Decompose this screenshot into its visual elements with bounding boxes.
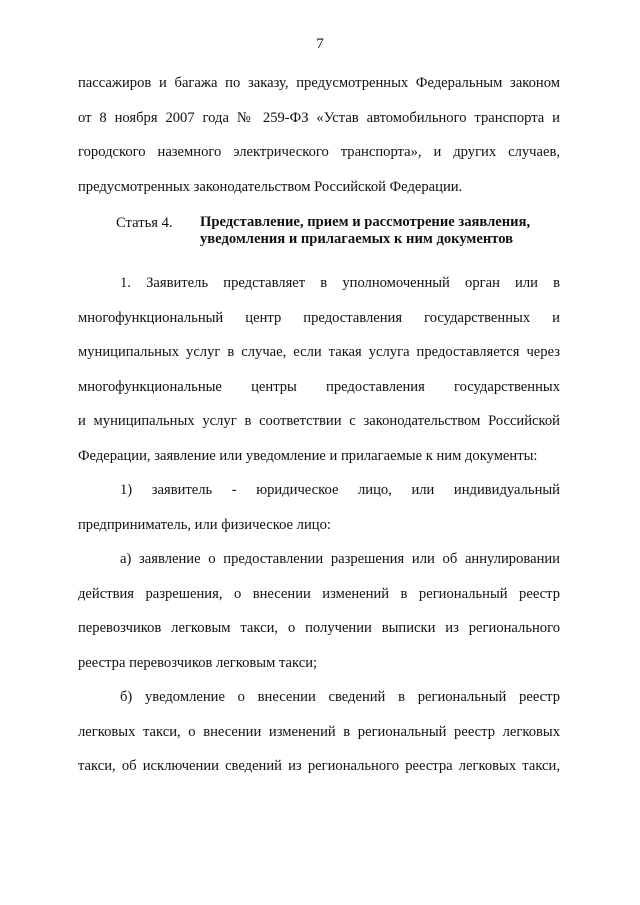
paragraph-subitem-a (78, 542, 560, 680)
text-line: б) уведомление о внесении сведений в региональный реестр (120, 689, 560, 705)
text-line: предусмотренных законодательством Российской Федерации. (78, 178, 463, 195)
text-line: перевозчиков легковым такси, о получении выписки из регионального (78, 620, 560, 636)
text-line: Федерации, заявление или уведомление и прилагаемые к ним документы: (78, 447, 538, 464)
page-number: 7 (316, 36, 324, 52)
text-line: пассажиров и багажа по заказу, предусмотренных Федеральным законом (78, 75, 560, 91)
paragraph-subitem-b (78, 680, 560, 784)
text-line: легковых такси, о внесении изменений в региональный реестр легковых (78, 723, 560, 740)
article-label: Статья 4. (116, 215, 173, 231)
text-line: 1. Заявитель представляет в уполномоченный орган или в (120, 275, 560, 291)
article-title-line: уведомления и прилагаемых к ним документов (200, 231, 514, 247)
text-line: многофункциональный центр предоставления государственных и (78, 309, 560, 326)
article-title-line: Представление, прием и рассмотрение заявления, (200, 214, 531, 230)
text-line: многофункциональные центры предоставления государственных (78, 378, 560, 395)
paragraph-subitem-1 (78, 473, 560, 542)
text-line: реестра перевозчиков легковым такси; (78, 654, 318, 671)
text-line: 1) заявитель - юридическое лицо, или индивидуальный (120, 482, 560, 498)
text-line: а) заявление о предоставлении разрешения или об аннулировании (120, 551, 560, 567)
paragraph-continuation (78, 66, 560, 204)
text-line: действия разрешения, о внесении изменений в региональный реестр (78, 585, 560, 602)
article-heading (78, 208, 560, 260)
text-line: и муниципальных услуг в соответствии с законодательством Российской (78, 413, 560, 429)
paragraph-item-1 (78, 266, 560, 473)
text-line: муниципальных услуг в случае, если такая услуга предоставляется через (78, 344, 560, 360)
text-line: такси, об исключении сведений из регионального реестра легковых такси, (78, 758, 560, 774)
text-line: от 8 ноября 2007 года № 259-ФЗ «Устав автомобильного транспорта и (78, 109, 560, 126)
text-line: городского наземного электрического транспорта», и других случаев, (78, 144, 560, 160)
article-title (200, 214, 560, 248)
document-body (78, 66, 560, 784)
text-line: предприниматель, или физическое лицо: (78, 516, 331, 533)
